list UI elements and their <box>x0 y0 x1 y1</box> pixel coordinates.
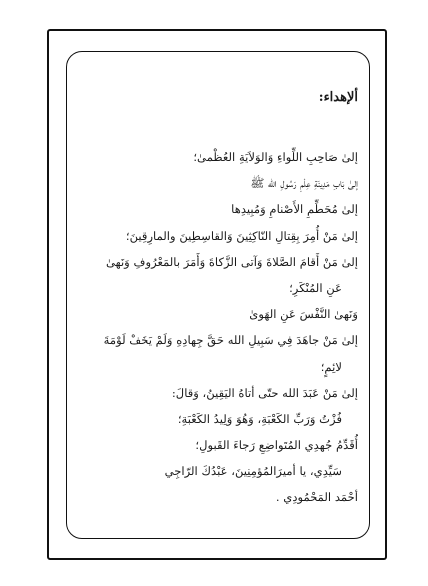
dedication-line-3: إلىٰ مُحَطِّمِ الأَصْنامِ وَمُبِيدِها <box>231 202 358 217</box>
dedication-line-12: أُقَدِّمُ جُهدِي المُتَواضِعِ رَجاءَ القَبولِ؛ <box>195 438 358 453</box>
dedication-line-10: إلىٰ مَنْ عَبَدَ الله حتّى أتاهُ اليَقِينُ، وَقالَ: <box>171 385 358 400</box>
dedication-line-11: فُزْتُ وَرَبِّ الكَعْبَةِ، وَهُوَ وَلِيدُ الكَعْبَةِ؛ <box>177 411 342 426</box>
signature-name: أحْمَد المَحْمُودِي . <box>275 490 358 505</box>
dedication-line-9: لائِمٍ؛ <box>320 359 342 374</box>
dedication-line-5: إلىٰ مَنْ أَقامَ الصَّلاةَ وَآتى الزَّكاةَ وَأَمَرَ بالمَعْرُوفِ وَنَهىٰ <box>105 254 358 269</box>
dedication-line-2: إلىٰ بَابِ مَدِينَةِ عِلْمِ رَسُولِ الله ﷺ <box>250 176 358 191</box>
dedication-line-13: سَيِّدِي، يا أميرَالمُؤمِنِينَ، عَبْدُكَ الرّاجِي <box>164 464 342 479</box>
dedication-heading: ألإهداء: <box>318 90 358 105</box>
dedication-text-block <box>80 88 358 511</box>
dedication-line-1: إلىٰ صَاحِبِ اللِّواءِ وَالوَلاَيَةِ العُظْمىٰ؛ <box>193 150 358 164</box>
dedication-line-7: وَنَهىٰ النَّفْسَ عَنِ الهَوىٰ <box>249 307 358 322</box>
dedication-line-4: إلىٰ مَنْ أُمِرَ بِقِتالِ النّاكِثِينَ وَالقاسِطِينَ والمارِقِينَ؛ <box>125 228 358 243</box>
dedication-line-8: إلىٰ مَنْ جاهَدَ فِي سَبِيلِ الله حَقَّ جِهادِهِ وَلَمْ يَخَفْ لَوْمَةَ <box>103 333 358 348</box>
dedication-line-6: عَنِ المُنْكَرِ؛ <box>289 280 342 295</box>
